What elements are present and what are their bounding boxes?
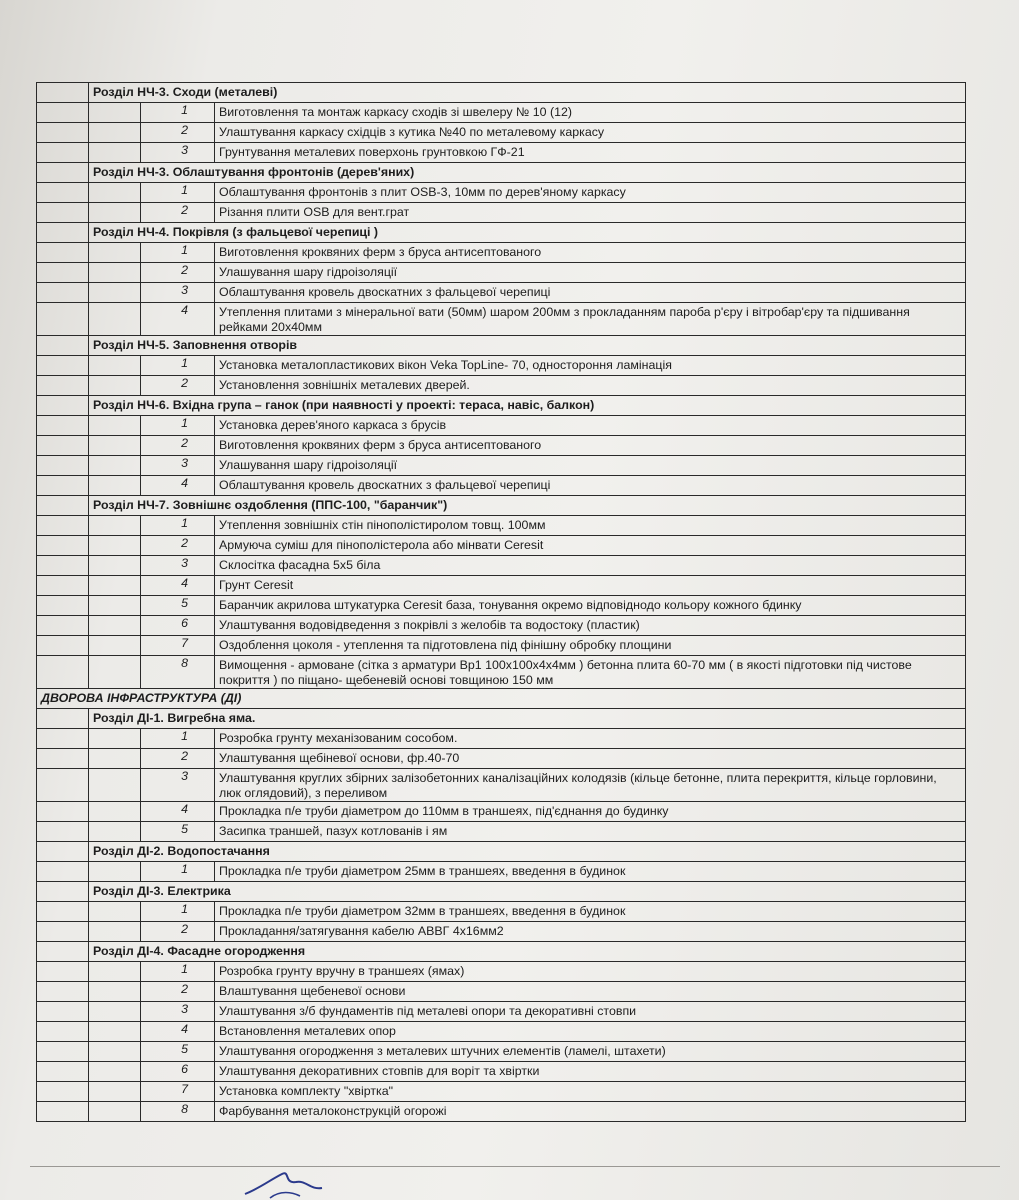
table-row [37,982,966,1002]
item-text: Улаштування круглих збірних залізобетонних каналізаційних колодязів (кільце бетонне, плита перекриття, кільце горловини, люк оглядовий), з переливом [215,769,966,802]
empty-cell [37,416,89,436]
item-text: Прокладка п/е труби діаметром 32мм в траншеях, введення в будинок [215,902,966,922]
section-row [37,942,966,962]
table-row [37,203,966,223]
item-number: 3 [141,283,215,303]
item-number: 1 [141,416,215,436]
item-number: 2 [141,536,215,556]
empty-cell [37,83,89,103]
empty-cell [89,656,141,689]
empty-cell [89,283,141,303]
item-number: 6 [141,616,215,636]
item-number: 4 [141,576,215,596]
item-text: Різання плити OSB для вент.грат [215,203,966,223]
table-row [37,749,966,769]
item-text: Установлення зовнішніх металевих дверей. [215,376,966,396]
empty-cell [89,982,141,1002]
section-title: Розділ НЧ-7. Зовнішнє оздоблення (ППС-100, "баранчик") [89,496,966,516]
empty-cell [37,396,89,416]
table-row [37,1042,966,1062]
table-row [37,636,966,656]
empty-cell [89,123,141,143]
empty-cell [37,729,89,749]
empty-cell [37,456,89,476]
empty-cell [89,1062,141,1082]
item-text: Оздоблення цоколя - утеплення та підготовлена під фінішну обробку площини [215,636,966,656]
item-number: 1 [141,356,215,376]
empty-cell [37,376,89,396]
item-number: 3 [141,769,215,802]
item-text: Улаштування декоративних стовпів для воріт та хвіртки [215,1062,966,1082]
empty-cell [89,416,141,436]
item-number: 2 [141,203,215,223]
item-text: Утеплення зовнішніх стін пінополістиролом товщ. 100мм [215,516,966,536]
item-text: Влаштування щебеневої основи [215,982,966,1002]
empty-cell [37,1062,89,1082]
item-number: 2 [141,749,215,769]
empty-cell [89,536,141,556]
section-row [37,163,966,183]
item-text: Прокладання/затягування кабелю АВВГ 4х16мм2 [215,922,966,942]
empty-cell [37,496,89,516]
table-row [37,729,966,749]
table-row [37,769,966,802]
item-number: 1 [141,862,215,882]
table-row [37,1002,966,1022]
empty-cell [37,902,89,922]
item-number: 3 [141,1002,215,1022]
empty-cell [89,516,141,536]
section-row [37,336,966,356]
section-title: Розділ ДІ-1. Вигребна яма. [89,709,966,729]
empty-cell [37,822,89,842]
empty-cell [89,243,141,263]
item-number: 1 [141,962,215,982]
table-row [37,596,966,616]
item-text: Прокладка п/е труби діаметром 25мм в траншеях, введення в будинок [215,862,966,882]
table-row [37,303,966,336]
item-text: Установка дерев'яного каркаса з брусів [215,416,966,436]
item-number: 1 [141,183,215,203]
item-number: 5 [141,596,215,616]
empty-cell [37,123,89,143]
table-row [37,143,966,163]
item-number: 6 [141,1062,215,1082]
item-text: Баранчик акрилова штукатурка Ceresit база, тонування окремо відповіднодо кольору кожного бдинку [215,596,966,616]
empty-cell [89,576,141,596]
empty-cell [37,163,89,183]
empty-cell [37,203,89,223]
empty-cell [37,516,89,536]
table-row [37,436,966,456]
empty-cell [37,842,89,862]
table-row [37,456,966,476]
section-row [37,882,966,902]
table-row [37,103,966,123]
item-text: Улаштування щебіневої основи, фр.40-70 [215,749,966,769]
empty-cell [37,1002,89,1022]
table-row [37,123,966,143]
item-number: 4 [141,1022,215,1042]
empty-cell [89,616,141,636]
item-number: 2 [141,922,215,942]
item-number: 3 [141,143,215,163]
table-row [37,962,966,982]
table-row [37,1022,966,1042]
empty-cell [89,143,141,163]
section-title: Розділ ДІ-2. Водопостачання [89,842,966,862]
section-title: Розділ НЧ-3. Сходи (металеві) [89,83,966,103]
section-title: Розділ ДІ-3. Електрика [89,882,966,902]
item-text: Улашування шару гідроізоляції [215,456,966,476]
table-row [37,556,966,576]
item-number: 7 [141,1082,215,1102]
empty-cell [89,862,141,882]
item-number: 4 [141,303,215,336]
empty-cell [37,183,89,203]
empty-cell [37,303,89,336]
item-number: 5 [141,1042,215,1062]
empty-cell [37,243,89,263]
section-title: Розділ НЧ-3. Облаштування фронтонів (дерев'яних) [89,163,966,183]
item-number: 3 [141,556,215,576]
table-row [37,356,966,376]
empty-cell [37,576,89,596]
empty-cell [37,263,89,283]
empty-cell [89,749,141,769]
empty-cell [89,802,141,822]
empty-cell [37,802,89,822]
item-text: Армуюча суміш для пінополістерола або мінвати Ceresit [215,536,966,556]
empty-cell [37,556,89,576]
table-row [37,862,966,882]
item-text: Засипка траншей, пазух котлованів і ям [215,822,966,842]
empty-cell [37,476,89,496]
empty-cell [37,103,89,123]
table-row [37,902,966,922]
item-text: Фарбування металоконструкцій огорожі [215,1102,966,1122]
empty-cell [89,1002,141,1022]
table-row [37,822,966,842]
item-text: Облаштування кровель двоскатних з фальцевої черепиці [215,283,966,303]
table-row [37,656,966,689]
item-text: Установка металопластикових вікон Veka TopLine- 70, одностороння ламінація [215,356,966,376]
section-title: Розділ НЧ-6. Вхідна група – ганок (при наявності у проекті: тераса, навіс, балкон) [89,396,966,416]
section-title: Розділ НЧ-4. Покрівля (з фальцевої черепиці ) [89,223,966,243]
empty-cell [37,882,89,902]
item-number: 1 [141,902,215,922]
empty-cell [37,436,89,456]
section-title: Розділ НЧ-5. Заповнення отворів [89,336,966,356]
item-text: Улаштування огородження з металевих штучних елементів (ламелі, штахети) [215,1042,966,1062]
empty-cell [89,476,141,496]
empty-cell [89,203,141,223]
empty-cell [89,436,141,456]
empty-cell [37,143,89,163]
item-number: 2 [141,436,215,456]
category-title: ДВОРОВА ІНФРАСТРУКТУРА (ДІ) [37,689,966,709]
empty-cell [89,303,141,336]
empty-cell [37,1102,89,1122]
item-number: 1 [141,729,215,749]
item-number: 2 [141,982,215,1002]
item-number: 7 [141,636,215,656]
empty-cell [89,263,141,283]
item-text: Виготовлення кроквяних ферм з бруса антисептованого [215,243,966,263]
empty-cell [37,962,89,982]
empty-cell [37,942,89,962]
item-number: 4 [141,476,215,496]
empty-cell [89,922,141,942]
empty-cell [89,456,141,476]
item-number: 1 [141,103,215,123]
page-divider [30,1166,1000,1167]
table-row [37,183,966,203]
empty-cell [37,749,89,769]
item-number: 3 [141,456,215,476]
empty-cell [37,709,89,729]
empty-cell [89,183,141,203]
empty-cell [37,223,89,243]
table-row [37,1102,966,1122]
empty-cell [89,1042,141,1062]
signature-mark [240,1160,330,1200]
item-number: 2 [141,376,215,396]
table-row [37,536,966,556]
table-row [37,616,966,636]
table-row [37,476,966,496]
empty-cell [89,962,141,982]
empty-cell [89,902,141,922]
item-text: Улаштування водовідведення з покрівлі з желобів та водостоку (пластик) [215,616,966,636]
table-row [37,516,966,536]
item-text: Склосітка фасадна 5х5 біла [215,556,966,576]
item-number: 8 [141,656,215,689]
empty-cell [37,636,89,656]
category-row [37,689,966,709]
item-text: Прокладка п/е труби діаметром до 110мм в траншеях, під'єднання до будинку [215,802,966,822]
item-number: 4 [141,802,215,822]
item-number: 1 [141,516,215,536]
empty-cell [89,769,141,802]
empty-cell [89,1102,141,1122]
empty-cell [89,556,141,576]
section-row [37,496,966,516]
item-text: Виготовлення та монтаж каркасу сходів зі швелеру № 10 (12) [215,103,966,123]
item-text: Виготовлення кроквяних ферм з бруса антисептованого [215,436,966,456]
empty-cell [89,376,141,396]
empty-cell [37,283,89,303]
empty-cell [37,1042,89,1062]
empty-cell [37,336,89,356]
table-row [37,1062,966,1082]
item-number: 5 [141,822,215,842]
empty-cell [37,536,89,556]
empty-cell [37,862,89,882]
empty-cell [89,356,141,376]
item-text: Облаштування фронтонів з плит OSB-3, 10мм по дерев'яному каркасу [215,183,966,203]
empty-cell [89,636,141,656]
section-row [37,223,966,243]
empty-cell [89,822,141,842]
item-number: 2 [141,263,215,283]
table-row [37,922,966,942]
table-row [37,576,966,596]
table-row [37,263,966,283]
table-body [37,83,966,1122]
item-text: Улаштування з/б фундаментів під металеві опори та декоративні стовпи [215,1002,966,1022]
item-text: Вимощення - армоване (сітка з арматури Вр1 100х100х4х4мм ) бетонна плита 60-70 мм ( в якості підготовки під чистове покриття ) по піщано- щебеневій основі товщиною 150 мм [215,656,966,689]
empty-cell [37,656,89,689]
item-text: Встановлення металевих опор [215,1022,966,1042]
empty-cell [37,356,89,376]
table-row [37,243,966,263]
section-row [37,396,966,416]
item-text: Улаштування каркасу східців з кутика №40 по металевому каркасу [215,123,966,143]
empty-cell [37,1082,89,1102]
item-text: Грунтування металевих поверхонь грунтовкою ГФ-21 [215,143,966,163]
item-number: 1 [141,243,215,263]
item-text: Улашування шару гідроізоляції [215,263,966,283]
item-text: Утеплення плитами з мінеральної вати (50мм) шаром 200мм з прокладанням пароба р'єру і вітробар'єру та підшивання рейками 20х40мм [215,303,966,336]
empty-cell [89,103,141,123]
item-text: Установка комплекту "хвіртка" [215,1082,966,1102]
empty-cell [37,616,89,636]
empty-cell [37,769,89,802]
table-row [37,283,966,303]
table-row [37,1082,966,1102]
empty-cell [89,1082,141,1102]
empty-cell [89,596,141,616]
section-row [37,709,966,729]
work-items-table [36,82,966,1122]
item-text: Грунт Ceresit [215,576,966,596]
empty-cell [37,1022,89,1042]
empty-cell [37,982,89,1002]
table-row [37,376,966,396]
item-text: Облаштування кровель двоскатних з фальцевої черепиці [215,476,966,496]
item-text: Розробка грунту вручну в траншеях (ямах) [215,962,966,982]
empty-cell [37,922,89,942]
table-row [37,802,966,822]
item-number: 2 [141,123,215,143]
item-text: Розробка грунту механізованим сособом. [215,729,966,749]
section-row [37,842,966,862]
empty-cell [37,596,89,616]
table-row [37,416,966,436]
empty-cell [89,729,141,749]
empty-cell [89,1022,141,1042]
section-title: Розділ ДІ-4. Фасадне огородження [89,942,966,962]
section-row [37,83,966,103]
item-number: 8 [141,1102,215,1122]
